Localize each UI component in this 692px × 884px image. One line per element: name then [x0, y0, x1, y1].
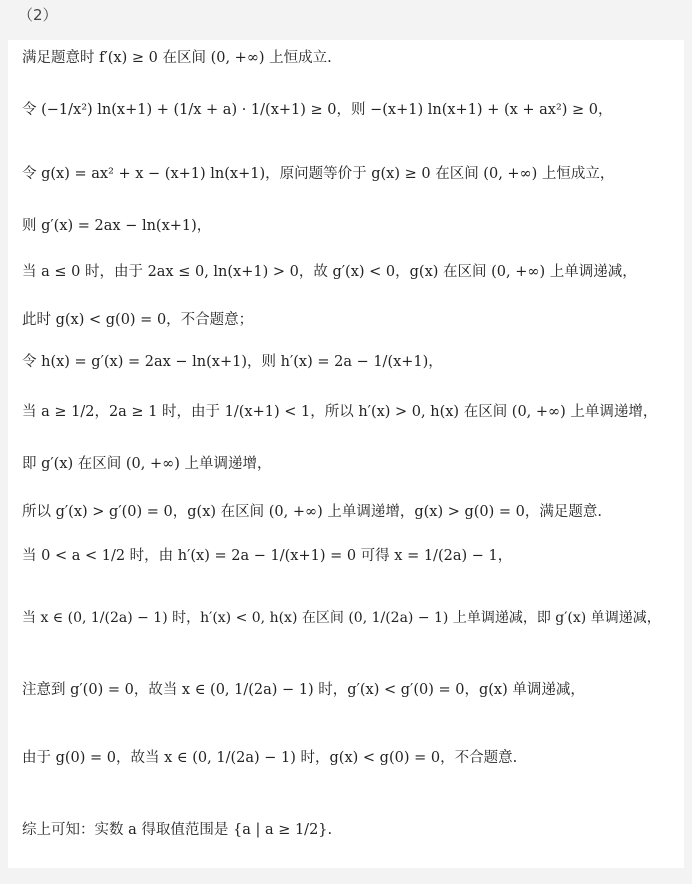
- solution-line-13: 注意到 g′(0) = 0，故当 x ∈ (0, 1/(2a) − 1) 时，g′(x) < g′(0) = 0，g(x) 单调递减，: [22, 682, 585, 698]
- solution-line-12: 当 x ∈ (0, 1/(2a) − 1) 时，h′(x) < 0, h(x) 在区间 (0, 1/(2a) − 1) 上单调递减，即 g′(x) 单调递减，: [22, 610, 661, 626]
- solution-line-7: 令 h(x) = g′(x) = 2ax − ln(x+1)，则 h′(x) = 2a − 1/(x+1)，: [22, 354, 443, 370]
- part-label: （2）: [18, 6, 58, 24]
- solution-line-11: 当 0 < a < 1/2 时，由 h′(x) = 2a − 1/(x+1) = 0 可得 x = 1/(2a) − 1，: [22, 548, 513, 564]
- solution-line-10: 所以 g′(x) > g′(0) = 0，g(x) 在区间 (0, +∞) 上单调递增，g(x) > g(0) = 0，满足题意.: [22, 504, 602, 520]
- solution-line-3: 令 g(x) = ax² + x − (x+1) ln(x+1)，原问题等价于 g(x) ≥ 0 在区间 (0, +∞) 上恒成立，: [22, 166, 615, 182]
- solution-line-5: 当 a ≤ 0 时，由于 2ax ≤ 0, ln(x+1) > 0，故 g′(x) < 0，g(x) 在区间 (0, +∞) 上单调递减，: [22, 264, 637, 280]
- solution-line-4: 则 g′(x) = 2ax − ln(x+1)，: [22, 218, 212, 234]
- solution-line-2: 令 (−1/x²) ln(x+1) + (1/x + a) · 1/(x+1) ≥ 0，则 −(x+1) ln(x+1) + (x + ax²) ≥ 0，: [22, 102, 613, 118]
- solution-line-8: 当 a ≥ 1/2，2a ≥ 1 时，由于 1/(x+1) < 1，所以 h′(x) > 0, h(x) 在区间 (0, +∞) 上单调递增，: [22, 404, 658, 420]
- solution-line-14: 由于 g(0) = 0，故当 x ∈ (0, 1/(2a) − 1) 时，g(x) < g(0) = 0，不合题意.: [22, 750, 518, 766]
- solution-line-6: 此时 g(x) < g(0) = 0，不合题意；: [22, 312, 254, 328]
- solution-line-15: 综上可知：实数 a 得取值范围是 {a | a ≥ 1/2}.: [22, 822, 333, 838]
- solution-line-9: 即 g′(x) 在区间 (0, +∞) 上单调递增，: [22, 456, 272, 472]
- solution-sheet: [8, 40, 684, 868]
- solution-line-1: 满足题意时 f′(x) ≥ 0 在区间 (0, +∞) 上恒成立.: [22, 50, 332, 66]
